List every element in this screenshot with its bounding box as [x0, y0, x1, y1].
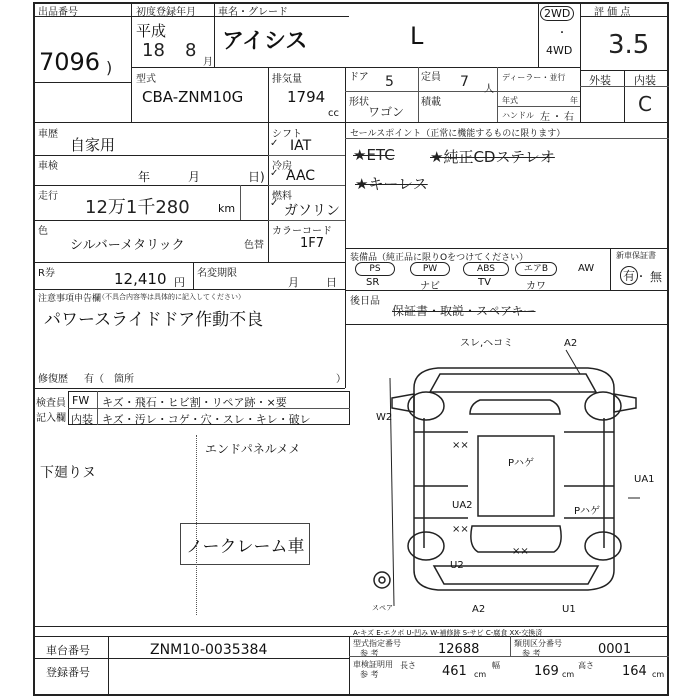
interior-grade: C — [638, 92, 652, 116]
model-name-label: 車名・グレード — [218, 7, 288, 18]
length-label: 長さ — [400, 661, 416, 670]
equip-tv: TV — [478, 277, 491, 288]
cert-ref: 参 考 — [360, 670, 379, 679]
doors-value: 5 — [385, 74, 394, 90]
ac-tick: ✓ — [270, 168, 279, 179]
height-unit: cm — [652, 670, 665, 679]
height-value: 164 — [622, 664, 647, 679]
score-value: 3.5 — [608, 30, 650, 60]
class-num-label: 類別区分番号 — [514, 639, 562, 648]
rear-items: 保証書・取説・スペアキー — [392, 304, 536, 318]
diagram-label-4: ×× — [452, 440, 469, 451]
month-unit: 月 — [203, 57, 213, 68]
inspection-year-unit: 年 — [138, 170, 151, 184]
plate-label: 名変期限 — [197, 268, 237, 279]
grade: L — [410, 22, 424, 50]
shift-value: IAT — [290, 138, 312, 154]
era: 平成 — [136, 22, 167, 40]
drive-dot: ・ — [557, 28, 567, 39]
color-code-value: 1F7 — [300, 236, 325, 251]
model-code: CBA-ZNM10G — [142, 88, 244, 106]
shift-tick: ✓ — [270, 138, 279, 149]
handle-label: ハンドル — [502, 111, 534, 120]
class-num-ref: 参 考 — [522, 649, 541, 658]
ac-value: AAC — [286, 168, 316, 184]
reg-month: 8 — [185, 40, 197, 61]
rear-label: 後日品 — [350, 296, 380, 307]
color-label: 色 — [38, 226, 48, 237]
repair-unit: 箇所 — [114, 374, 134, 385]
diagram-label-11: U2 — [450, 560, 464, 571]
diagram-hood — [430, 374, 596, 392]
handwritten-end-panel: エンドパネルメメ — [205, 442, 301, 456]
capacity-unit: 人 — [484, 84, 494, 95]
lot-label: 出品番号 — [38, 7, 78, 18]
shift-label: シフト — [272, 129, 302, 140]
inspection-row1: キズ・飛石・ヒビ割・リペア跡・×要 — [102, 396, 287, 409]
handwritten-no-claim: ノークレーム車 — [186, 537, 305, 557]
load-label: 積載 — [421, 97, 441, 108]
fuel-value: ガソリン — [284, 203, 340, 219]
equip-aw: AW — [578, 263, 595, 274]
fuel-label: 燃料 — [272, 191, 292, 202]
warranty-none: 無 — [650, 270, 663, 284]
damage-legend: A-キズ E-エクボ U-凹み W-補修跡 S-サビ C-腐食 XX-交換済 — [353, 629, 543, 637]
inspection-label: 車検 — [38, 161, 58, 172]
diagram-label-3: W2 — [376, 412, 393, 423]
inspection-row2: キズ・汚レ・コゲ・穴・スレ・キレ・破レ — [102, 413, 311, 426]
warranty-dot: ・ — [636, 272, 646, 283]
diagram-label-8: Pハゲ — [574, 506, 601, 517]
wheel-front-right — [585, 392, 621, 420]
capacity-label: 定員 — [421, 72, 441, 83]
class-num-value: 0001 — [598, 642, 632, 657]
width-unit: cm — [562, 670, 575, 679]
reg-number-label: 登録番号 — [46, 666, 90, 679]
car-diagram — [368, 338, 668, 615]
selling-point-cd: ★純正CDステレオ — [430, 148, 555, 166]
handwritten-underbody: 下廻りヌ — [40, 465, 96, 481]
repair-have: 有（ — [84, 374, 104, 385]
diagram-label-9: ×× — [452, 524, 469, 535]
model-year-label: 年式 — [502, 96, 518, 105]
warranty-label: 新車保証書 — [616, 251, 656, 260]
inspector-label-top: 検査員 — [36, 398, 66, 409]
handle-dot: ・ — [552, 112, 562, 123]
type-num-ref: 参 考 — [360, 649, 379, 658]
displacement: 1794 — [287, 88, 326, 106]
wheel-rear-right — [585, 532, 621, 560]
equipment-label: 装備品（純正品に限りOをつけてください） — [350, 253, 529, 263]
equip-pw: PW — [410, 262, 450, 276]
displacement-label: 排気量 — [272, 74, 302, 85]
notes-label: 注意事項申告欄 — [38, 294, 102, 304]
inspection-month-unit: 月 — [188, 170, 201, 184]
chassis-label: 車台番号 — [46, 644, 90, 657]
selling-point-etc: ★ETC — [353, 146, 395, 164]
diagram-label-14: U1 — [562, 604, 576, 615]
model-year-unit: 年 — [570, 96, 578, 105]
equip-airbag: エアB — [515, 262, 557, 276]
color-value: シルバーメタリック — [70, 238, 185, 253]
exterior-label: 外装 — [589, 74, 611, 87]
type-num-value: 12688 — [438, 642, 480, 657]
inspection-row2-head: 内装 — [71, 413, 93, 426]
handle-right: 右 — [564, 112, 574, 123]
model-code-label: 型式 — [136, 74, 156, 85]
drive-2wd: 2WD — [540, 6, 574, 21]
equip-leather: カワ — [526, 281, 546, 292]
interior-label: 内装 — [634, 74, 656, 87]
length-value: 461 — [442, 664, 467, 679]
reg-year: 18 — [142, 40, 165, 61]
diagram-label-10: ×× — [512, 546, 529, 557]
cert-label: 車検証明用 — [353, 660, 393, 669]
spare-tire-icon — [374, 572, 390, 588]
equip-navi: ナビ — [420, 281, 440, 292]
displacement-unit: cc — [328, 108, 339, 119]
handle-left: 左 — [540, 112, 550, 123]
recycle-value: 12,410 — [114, 270, 167, 288]
diagram-label-2: A2 — [564, 338, 578, 349]
diagram-label-1: スレ,ヘコミ — [460, 338, 514, 349]
shape-value: ワゴン — [368, 105, 405, 119]
drive-4wd: 4WD — [546, 44, 573, 57]
mileage-label: 走行 — [38, 191, 58, 202]
equip-sr: SR — [366, 277, 380, 288]
usage: 自家用 — [70, 136, 116, 154]
model-name: アイシス — [222, 29, 308, 54]
fuel-tick: ✓ — [270, 198, 279, 209]
history-label: 車歴 — [38, 129, 58, 140]
reg-year-label: 初度登録年月 — [136, 7, 196, 18]
repair-label: 修復歴 — [38, 374, 68, 385]
capacity-value: 7 — [460, 74, 469, 90]
notes-text: パワースライドドア作動不良 — [44, 310, 264, 330]
repair-close: ） — [336, 374, 346, 385]
diagram-label-13: A2 — [472, 604, 486, 615]
color-change-label: 色替 — [244, 240, 264, 251]
plate-day-unit: 日 — [326, 276, 337, 289]
selling-points-label: セールスポイント（正常に機能するものに限ります） — [350, 129, 566, 139]
score-label: 評 価 点 — [594, 7, 631, 18]
recycle-unit: 円 — [174, 276, 185, 289]
chassis-number: ZNM10-0035384 — [150, 642, 268, 658]
mileage-value: 12万1千280 — [85, 197, 190, 218]
doors-label: ドア — [349, 72, 369, 83]
lot-number: 7096 — [39, 48, 101, 76]
recycle-label: R券 — [38, 268, 55, 279]
diagram-roof — [478, 436, 554, 516]
height-label: 高さ — [578, 661, 594, 670]
equip-ps: PS — [355, 262, 395, 276]
diagram-windshield — [470, 400, 560, 414]
color-code-label: カラーコード — [272, 226, 332, 237]
length-unit: cm — [474, 670, 487, 679]
shape-label: 形状 — [349, 97, 369, 108]
diagram-label-6: UA1 — [634, 474, 655, 485]
dealer-label: ディーラー・並行 — [502, 73, 566, 82]
width-value: 169 — [534, 664, 559, 679]
inspector-label-bottom: 記入欄 — [36, 413, 66, 424]
diagram-label-7: UA2 — [452, 500, 473, 511]
ac-label: 冷房 — [272, 161, 292, 172]
notes-sublabel: （不具合内容等は具体的に記入してください） — [98, 293, 245, 301]
mileage-unit: km — [218, 202, 236, 215]
selling-point-keyless: ★キーレス — [355, 175, 428, 193]
diagram-label-5: Pハゲ — [508, 458, 535, 469]
diagram-label-12: スペア — [372, 604, 393, 612]
equip-abs: ABS — [463, 262, 509, 276]
inspection-row1-head: FW — [72, 394, 90, 407]
warranty-have: 有 — [620, 266, 638, 285]
inspection-day-unit: 日) — [248, 170, 265, 184]
width-label: 幅 — [492, 661, 500, 670]
type-num-label: 型式指定番号 — [353, 639, 401, 648]
plate-month-unit: 月 — [288, 276, 299, 289]
